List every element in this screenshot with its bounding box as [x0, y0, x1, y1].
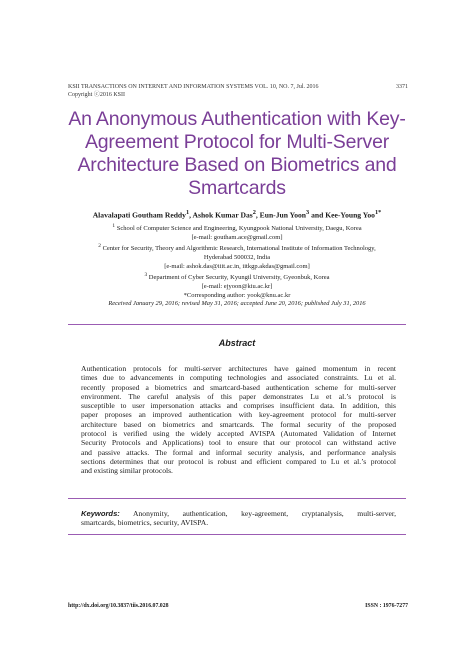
- abstract-line: protocol is verified using the widely accepted AVISPA (Automated Validation of Internet: [81, 429, 396, 439]
- issn: ISSN : 1976-7277: [365, 603, 408, 609]
- abstract-line: paper proposes an improved authentication with key-agreement protocol for multi-server: [81, 410, 396, 420]
- affiliation-sup: 1: [112, 223, 116, 229]
- keywords-line: [81, 509, 396, 518]
- author-list: [62, 209, 412, 220]
- affiliations: [62, 222, 412, 300]
- title-line: Agreement Protocol for Multi-Server: [84, 131, 390, 153]
- affiliation-text: School of Computer Science and Engineering, Kyungpook National University, Daegu, Korea: [115, 225, 362, 233]
- author-separator: and: [309, 210, 326, 220]
- keywords: [81, 509, 396, 528]
- affiliation-line: [62, 283, 412, 292]
- author-separator: ,: [255, 210, 260, 220]
- abstract-line: recently proposed a biometrics and smartcard-based authentication scheme for multi-server: [81, 382, 396, 392]
- affiliation-line: [62, 242, 412, 254]
- abstract-heading: Abstract: [218, 338, 256, 348]
- abstract-line: and passive attacks. The formal and informal security analysis, and performance analysis: [81, 447, 396, 457]
- affiliation-text: Department of Cyber Security, Kyungil University, Gyeonbuk, Korea: [147, 274, 330, 282]
- keywords-label: Keywords:: [81, 509, 120, 518]
- author-name: Eun-Jun Yoon: [259, 210, 307, 220]
- affiliation-text: [e-mail: goutham.ace@gmail.com]: [191, 233, 283, 241]
- running-header: [68, 83, 408, 99]
- abstract-line: times due to advancements in computing technologies and associated constraints. Lu et al.: [81, 373, 396, 383]
- title-line: Architecture Based on Biometrics and: [77, 154, 397, 176]
- abstract-line: environment. The careful analysis of this paper demonstrates Lu et al.’s protocol is: [81, 391, 396, 401]
- affiliation-line: [62, 254, 412, 263]
- affiliation-line: [62, 292, 412, 301]
- doi-link[interactable]: http://dx.doi.org/10.3837/tiis.2016.07.028: [68, 603, 169, 609]
- page-number: 3371: [396, 84, 408, 90]
- keywords-line: smartcards, biometrics, security, AVISPA.: [81, 518, 209, 528]
- copyright-line: Copyright ⓒ2016 KSII: [68, 92, 126, 98]
- affiliation-text: [e-mail: ejyoon@kiu.ac.kr]: [201, 283, 273, 291]
- author-separator: ,: [189, 210, 193, 220]
- received-dates: Received January 29, 2016; revised May 31, 2016; accepted June 20, 2016; published July 31, 2016: [108, 300, 366, 307]
- divider-middle: [68, 498, 406, 499]
- affiliation-text: *Corresponding author: yook@knu.ac.kr: [183, 291, 291, 299]
- abstract-line: Authentication protocols for multi-server architectures have gained momentum in recent: [81, 364, 396, 373]
- affiliation-text: Center for Security, Theory and Algorithmic Research, International Institute of Information Technology,: [100, 245, 376, 253]
- divider-top: [68, 324, 406, 325]
- author-sup: 1: [185, 209, 190, 216]
- title-line: Smartcards: [188, 177, 286, 199]
- affiliation-line: [62, 271, 412, 283]
- affiliation-sup: 3: [144, 272, 148, 279]
- author-sup: 3: [306, 209, 310, 216]
- abstract-line: architecture based on biometrics and smartcards. The formal security of the proposed: [81, 419, 396, 429]
- paper-title: [60, 108, 414, 200]
- author-name: Ashok Kumar Das: [192, 210, 253, 220]
- author-name: Kee-Young Yoo: [325, 210, 375, 220]
- author-name: Alavalapati Goutham Reddy: [92, 210, 186, 220]
- title-line: An Anonymous Authentication with Key-: [68, 108, 406, 130]
- abstract-line: Security Protocols and Applications) tool to ensure that our protocol can withstand active: [81, 438, 396, 448]
- abstract-line: sections determines that our protocol is robust and efficient compared to Lu et al.’s protocol: [81, 456, 396, 466]
- affiliation-text: Hyderabad 500032, India: [203, 254, 271, 262]
- page-footer: [68, 603, 408, 609]
- affiliation-sup: 2: [98, 243, 101, 250]
- keywords-text: Anonymity, authentication, key-agreement, cryptanalysis, multi-server,: [133, 509, 396, 518]
- journal-line: KSII TRANSACTIONS ON INTERNET AND INFORMATION SYSTEMS VOL. 10, NO. 7, Jul. 2016: [68, 84, 319, 90]
- affiliation-line: [62, 222, 412, 234]
- divider-bottom: [68, 534, 406, 535]
- abstract-line: and existing similar protocols.: [81, 466, 173, 476]
- affiliation-line: [62, 263, 412, 272]
- affiliation-text: [e-mail: ashok.das@iiit.ac.in, iitkgp.akdas@gmail.com]: [164, 262, 310, 270]
- author-sup: 2: [252, 209, 256, 216]
- abstract-line: susceptible to user impersonation attacks and comprises insufficient data. In addition, this: [81, 401, 396, 411]
- affiliation-line: [62, 234, 412, 243]
- abstract-text: [81, 364, 396, 476]
- author-sup: 1*: [374, 209, 382, 216]
